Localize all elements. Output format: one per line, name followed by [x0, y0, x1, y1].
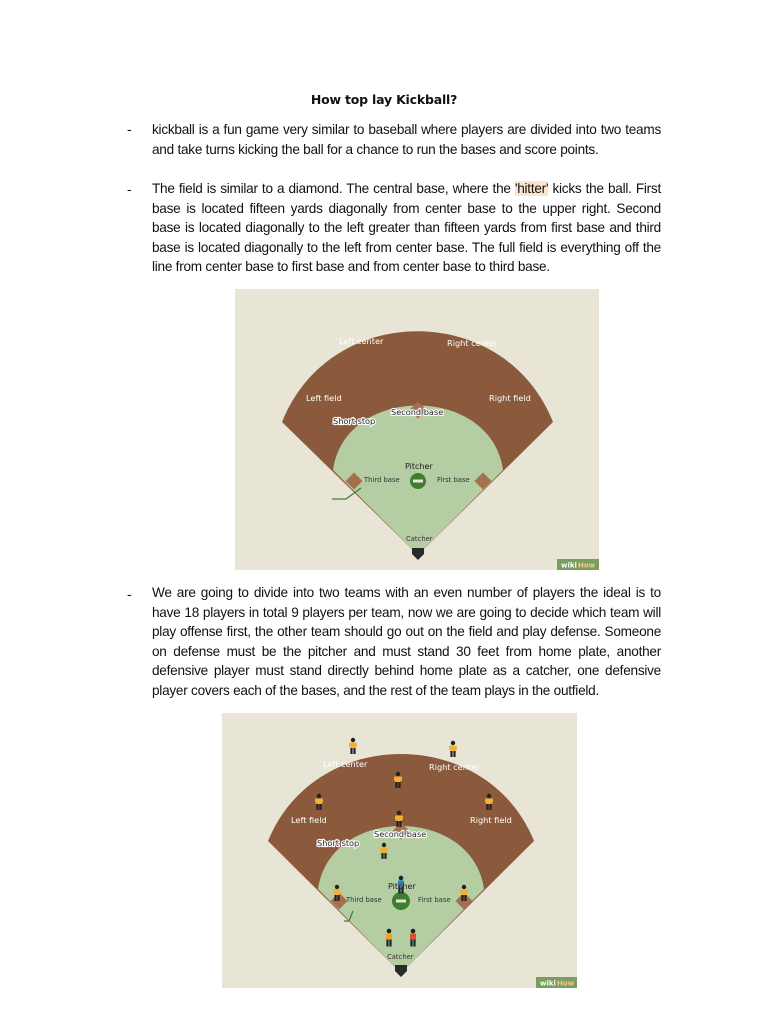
- label-third-base: Third base: [364, 476, 400, 484]
- hitter-highlight: 'hitter': [514, 181, 549, 196]
- field-diagram-with-players: [222, 713, 577, 988]
- label-catcher: Catcher: [387, 953, 414, 961]
- watermark-prefix: wiki: [561, 561, 577, 570]
- label-pitcher: Pitcher: [388, 882, 416, 891]
- paragraph-2-text-after: kicks the ball. First base is located fifteen yards diagonally from center base to the upper right. Second base is located diagonally to the left greater than fifteen yards from first base and third base is located diagonally to the left from center base. The full field is everything off the line from center base to first base and from center base to third base.: [152, 181, 661, 275]
- label-right-center: Right center: [429, 762, 480, 772]
- page-title: How top lay Kickball?: [310, 92, 458, 107]
- label-right-field: Right field: [489, 393, 531, 403]
- label-second-base: Second base: [391, 407, 444, 417]
- watermark-suffix: How: [557, 979, 575, 988]
- label-left-field: Left field: [306, 393, 342, 403]
- label-pitcher: Pitcher: [405, 462, 433, 471]
- pitcher-rubber: [413, 480, 423, 483]
- watermark-suffix: How: [578, 561, 596, 570]
- bullet-marker: -: [127, 121, 132, 137]
- paragraph-1: kickball is a fun game very similar to baseball where players are divided into two teams and take turns kicking the ball for a chance to run the bases and score points.: [152, 122, 661, 157]
- bullet-marker: -: [127, 586, 132, 602]
- bullet-marker: -: [127, 181, 132, 197]
- label-first-base: First base: [437, 476, 470, 484]
- label-second-base: Second base: [374, 829, 427, 839]
- label-short-stop: Short stop: [333, 416, 376, 426]
- label-first-base: First base: [418, 896, 451, 904]
- label-catcher: Catcher: [406, 535, 433, 543]
- field-diagram: [235, 289, 599, 570]
- label-third-base: Third base: [346, 896, 382, 904]
- paragraph-2-text-before: The field is similar to a diamond. The central base, where the: [152, 181, 515, 196]
- label-left-field: Left field: [291, 815, 327, 825]
- pitcher-rubber: [396, 900, 406, 903]
- label-short-stop: Short stop: [317, 838, 360, 848]
- label-left-center: Left center: [339, 336, 384, 346]
- watermark-prefix: wiki: [540, 979, 556, 988]
- paragraph-2: [152, 179, 661, 277]
- label-left-center: Left center: [323, 759, 368, 769]
- label-right-field: Right field: [470, 815, 512, 825]
- paragraph-3: We are going to divide into two teams with an even number of players the ideal is to have 18 players in total 9 players per team, now we are going to decide which team will play offense first, the other team should go out on the field and play defense. Someone on defense must be the pitcher and must stand 30 feet from home plate, another defensive player must stand directly behind home plate as a catcher, one defensive player covers each of the bases, and the rest of the team plays in the outfield.: [152, 585, 661, 698]
- label-right-center: Right center: [447, 338, 498, 348]
